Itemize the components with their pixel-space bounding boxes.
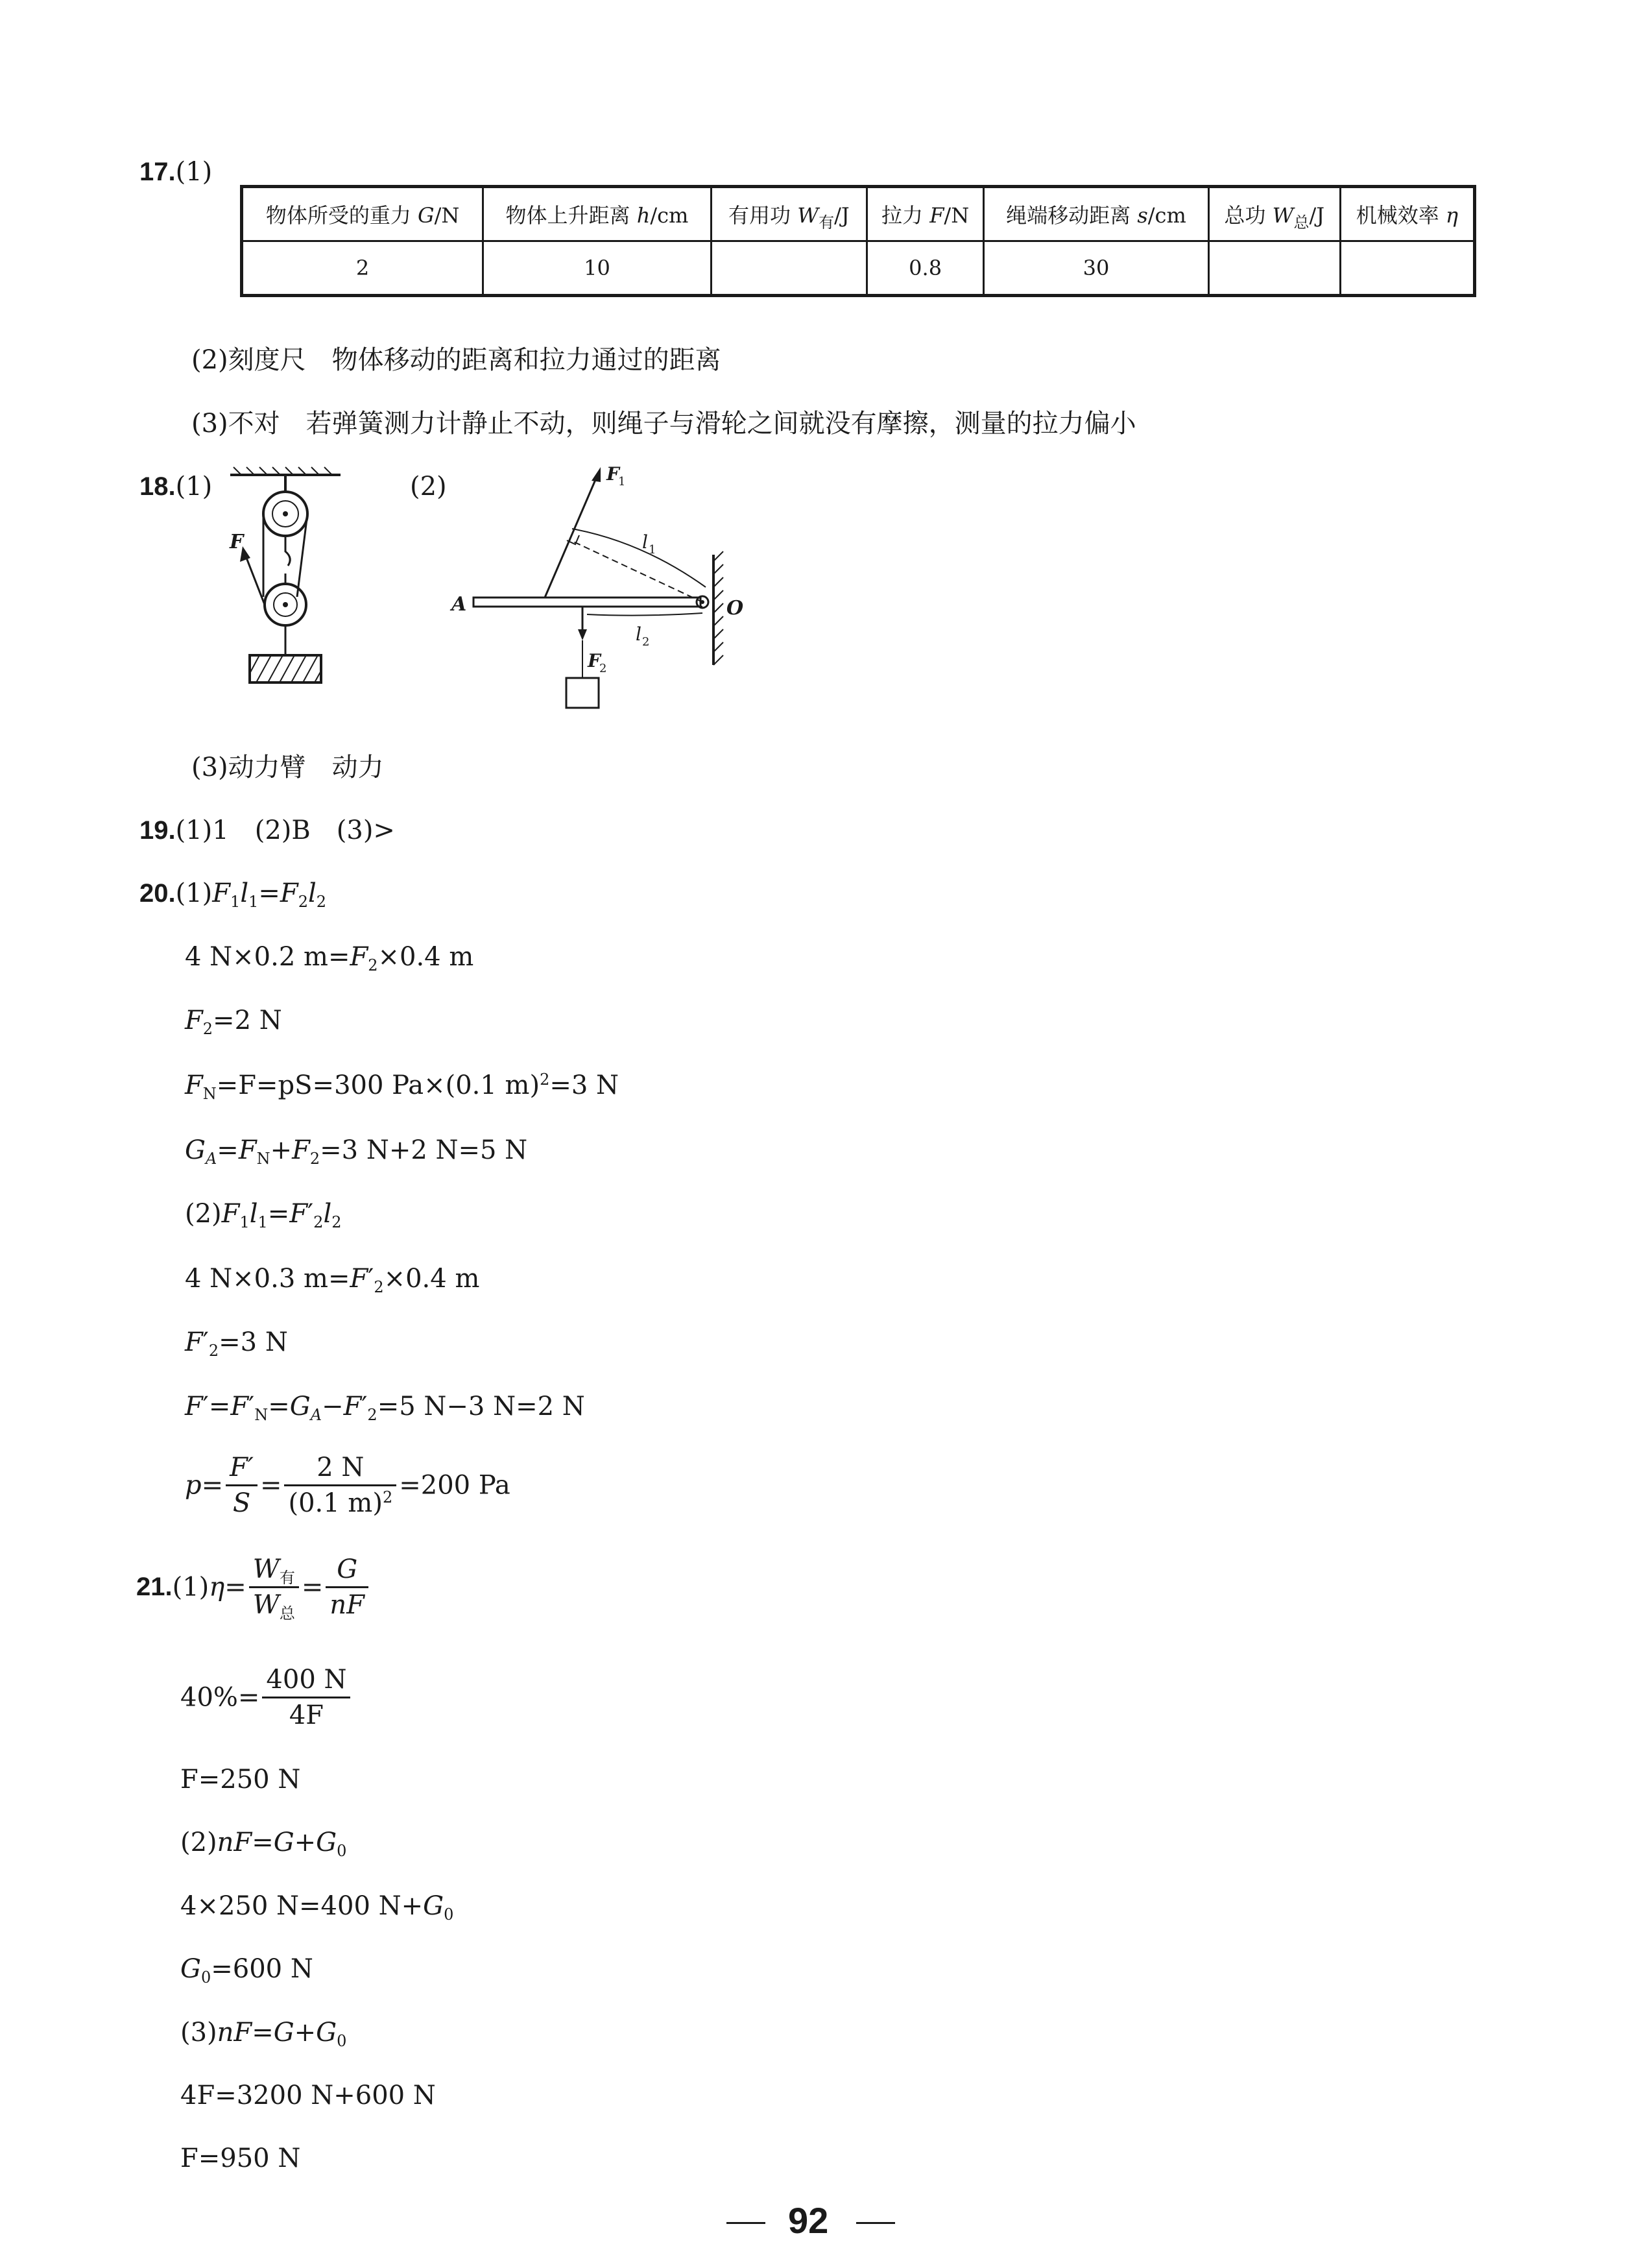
q20-line4: $F_N=F=pS=300$ Pa×(0.1 m)$^2$=3 N [185, 1070, 619, 1103]
l1-sub: 1 [649, 543, 656, 557]
q21-line4: $(2)nF=G+G_0$ [180, 1828, 347, 1860]
q21-line7: $(3)nF=G+G_0$ [180, 2018, 347, 2050]
q20-part1: (1) [175, 878, 213, 908]
l1-label: l [642, 531, 648, 553]
table-cell [1208, 241, 1340, 296]
point-a-label: A [451, 593, 467, 616]
q20-line8: $F'_2=3$ N [185, 1327, 288, 1360]
q19-line [139, 814, 395, 847]
f1-sub: 1 [618, 475, 626, 489]
q19-number: 19. [139, 816, 176, 845]
q18-part1: (1) [175, 472, 213, 501]
table-header-cell: 拉力 F/N [867, 187, 984, 241]
table-header-cell: 机械效率 η [1340, 187, 1474, 241]
q20-line9: $F'=F'_N=G_A-F'_2=5$ N−3 N=2 N [185, 1392, 585, 1424]
table-cell [711, 241, 867, 296]
q21-line1: 21.(1)η= $\frac{W_有}{W_总}$ = $\frac{G}{nF}$ [136, 1554, 371, 1621]
lever-diagram [448, 463, 744, 723]
q17-part1: (1) [175, 157, 213, 187]
table-cell: 2 [242, 241, 483, 296]
q17-line [139, 156, 212, 188]
q21-line8: 4F=3200 N+600 N [180, 2081, 436, 2110]
f2-sub: 2 [599, 662, 607, 675]
table-header-cell: 总功 $W_总/J$ [1208, 187, 1340, 241]
q21-line3: F=250 N [180, 1765, 301, 1794]
q21-number: 21. [136, 1573, 173, 1601]
q18-number: 18. [139, 472, 176, 501]
q18-line [139, 470, 212, 503]
table-header-cell: 物体上升距离 h/cm [483, 187, 712, 241]
f1-label: F [606, 463, 619, 485]
pulley-diagram [221, 467, 350, 694]
q20-line5: $G_A=F_N+F_2=3$ N+2 N=5 N [185, 1135, 528, 1168]
q17-number: 17. [139, 158, 176, 186]
q17-table [240, 185, 1476, 297]
table-header-cell: 有用功 $W_有/J$ [711, 187, 867, 241]
q20-line1: $20.(1)F_1l_1=F_2l_2$ [139, 878, 327, 911]
q18-part3: (3)动力臂 动力 [191, 753, 384, 782]
page-number-dash-right [856, 2222, 895, 2224]
force-label: F [230, 531, 244, 553]
table-header-row [242, 187, 1475, 241]
q21-line2: 40%= $\frac{400 N}{4F}$ [180, 1664, 353, 1731]
f2-label: F [588, 650, 601, 671]
q20-line3: $F_2=2$ N [185, 1006, 282, 1038]
q18-part2: (2) [410, 472, 447, 501]
q17-part2: (2)刻度尺 物体移动的距离和拉力通过的距离 [191, 345, 721, 375]
page-number-dash-left [726, 2222, 765, 2224]
q21-line6: $G_0=600$ N [180, 1954, 313, 1987]
table-cell [1340, 241, 1474, 296]
q20-number: 20. [139, 879, 176, 908]
q20-line7: 4 N×0.3 $m=F'_2\times 0.4$ m [185, 1264, 480, 1296]
point-o-label: O [726, 597, 744, 620]
q20-line6: $(2)F_1l_1=F'_2l_2$ [185, 1199, 342, 1231]
table-header-cell: 绳端移动距离 s/cm [984, 187, 1209, 241]
table-row [242, 241, 1475, 296]
q21-line9: F=950 N [180, 2144, 301, 2173]
q17-part3: (3)不对 若弹簧测力计静止不动，则绳子与滑轮之间就没有摩擦，测量的拉力偏小 [191, 409, 1136, 439]
l2-sub: 2 [642, 635, 650, 649]
table-cell: 0.8 [867, 241, 984, 296]
table-cell: 10 [483, 241, 712, 296]
q20-line10: p= $\frac{F'}{S}$ = $\frac{2 N}{(0.1 m)^2}$ =200 Pa [185, 1453, 510, 1518]
q19-text: (1)1 (2)B (3)> [175, 815, 395, 845]
q21-line5: 4×250 N=400 $N+G_0$ [180, 1891, 454, 1924]
table-header-cell: 物体所受的重力 G/N [242, 187, 483, 241]
table-cell: 30 [984, 241, 1209, 296]
page-number: 92 [788, 2200, 829, 2241]
l2-label: l [636, 623, 641, 645]
q20-line2: 4 N×0.2 $m=F_2\times 0.4$ m [185, 942, 474, 974]
